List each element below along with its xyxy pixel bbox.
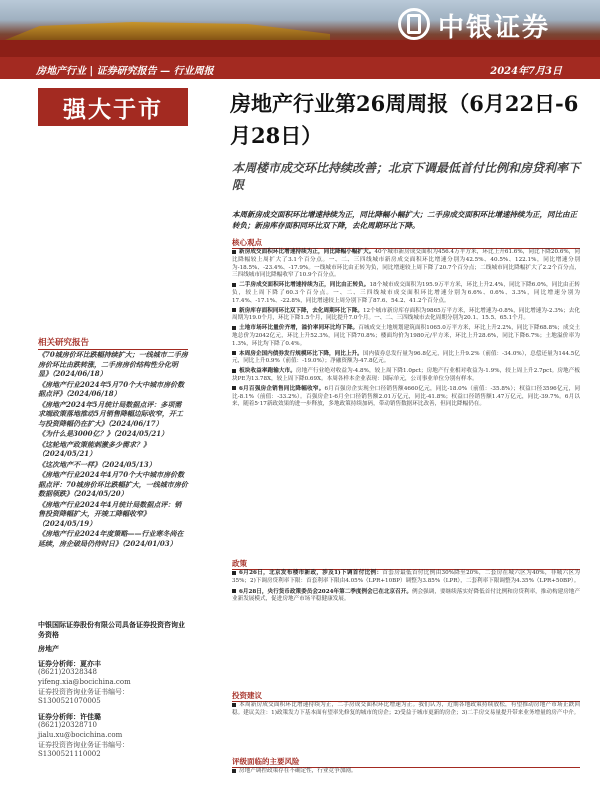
core-views-body (232, 249, 580, 409)
analyst-email[interactable]: yifeng.xia@bocichina.com (38, 677, 131, 686)
company-logo (398, 5, 588, 45)
related-reports-list (38, 350, 188, 549)
risk-heading: 评级面临的主要风险 (232, 756, 580, 768)
analyst-phone: (8621)20328710 (38, 721, 97, 730)
core-point: 土地市场环比量价齐增，溢价率同环比均下降。百城成交土地规划建筑面积1065.0万平方米，环比上升2.2%，同比下降68.8%；成交土地总价为2042亿元，环比上升52.3%，同比下降70.8%；楼面均价为1980元/平方米，环比上升28.6%，同比下降6.7%；土地溢价率为1.3%，环比均下降了0.4%。 (232, 325, 580, 347)
related-report-item[interactable]: 《这轮地产政策能刺激多少需求？》（2024/05/21） (38, 439, 150, 458)
core-point: 6月百强房企销售同比降幅收窄。6月百强房企实现全口径销售额4660亿元，同比-18.0%（前值：-35.8%）；权益口径3596亿元，同比-8.1%（前值：-33.2%）。百强房企1-6月全口径销售额2.01万亿元，同比-41.8%；权益口径销售额1.47万亿元，同比-39.7%。6月以来，随着5·17新政效果的进一步释放，多地政策持续加码，带动销售数据环比改善，但同比降幅仍在。 (232, 385, 580, 408)
analyst-cert: 证券投资咨询业务证书编号：S1300521070005 (38, 687, 129, 706)
related-report-item[interactable]: 《房地产行业2024年5月70个大中城市房价数据点评》（2024/06/18） (38, 379, 185, 398)
bullet-icon (232, 703, 236, 707)
advice-text: 本周新房成交面积环比增速持续为正，二手房成交面积环比增速为正。我们认为，近期各地政策持续放松，有望推动房地产市场止跌回稳。建议关注：1)政策发力下基本面有望率先修复的城市的房企；2)受益于城市更新的房企；3)二手房交易量提升带来业务增量的房产中介。 (232, 702, 580, 716)
related-report-item[interactable]: 《房地产行业2024年度策略——行业寒冬尚在延续，房企破局仍待时日》（2024/01/03） (38, 529, 184, 548)
policy-point: 6月28日，央行货币政策委员会2024年第二季度例会已在北京召开。例会强调，要继续落实好降低首付比例和房贷利率，推动构建房地产业新发展模式，促进房地产市场平稳健康发展。 (232, 588, 580, 603)
core-point: 板块收益率跑输大市。房地产行业绝对收益为-4.8%，较上周下降1.0pct；房地产行业相对收益为-1.9%，较上周上升2.7pct。房地产板块PE为13.78X，较上周下降0.69X。本周各样本企业表现：国际单元，公司事业单位分别有样本。 (232, 368, 580, 382)
related-report-item[interactable]: 《房地产行业2024年4月统计局数据点评：销售投资降幅扩大，开竣工降幅收窄》（2024/05/19） (38, 499, 182, 528)
header-banner-image (0, 0, 600, 57)
bullet-icon (232, 769, 236, 773)
report-title: 房地产行业第26周周报（6月22日-6月28日） (230, 91, 579, 148)
policy-body (232, 570, 580, 604)
related-report-item[interactable]: 《70城房价环比跌幅持续扩大；一线城市二手房房价环比由跌转涨，二手房房价结构性分化明显》（2024/06/18） (38, 350, 188, 378)
analyst-info (38, 620, 188, 760)
analyst-email[interactable]: jialu.xu@bocichina.com (38, 730, 123, 739)
bullet-icon (232, 351, 236, 355)
palace-roof-graphic (0, 22, 330, 42)
related-report-item[interactable]: 《房地产2024年5月统计局数据点评：多项需求端政策落地推动5月销售降幅边际收窄，开工与投资降幅仍在扩大》（2024/06/17） (38, 399, 183, 428)
boc-logo-icon (398, 8, 430, 40)
report-info-bar (0, 57, 600, 79)
related-report-item[interactable]: 《房地产行业2024年4月70个大中城市房价数据点评：70城房价环比跌幅扩大，一线城市房价数据领跌》（2024/05/20） (38, 470, 188, 498)
bullet-icon (232, 571, 236, 575)
logo-text: 中银证券 (438, 13, 551, 43)
core-views-heading: 核心观点 (232, 237, 580, 249)
core-point: 新房库存面积同环比双下降，去化周期环比下降。12个城市新房库存面积为9865万平方米，环比增速为-0.8%，同比增速为-2.3%；去化周期为19.0个月，环比下降1.5个月，同比提升7.0个月。一、二、三四线城市去化周期分别为20.1、15.5、65.1个月。 (232, 307, 580, 322)
policy-point: 6月26日，北京发布楼市新政，涉及1)下调首付比例：首套房最低首付比例由30%降至20%，二套房在城六区为40%，非城六区为35%；2)下调房贷利率下限：首套利率下限由4.05%（LPR+10BP）调整为3.85%（LPR），二套利率下限调整为4.35%（LPR+50BP）。 (232, 570, 580, 584)
core-point: 二手房成交面积环比增速持续为正，同比由正转负。18个城市成交面积为195.9万平方米，环比上升2.4%，同比下降6.0%，同比由正转负，较上周下降了60.3个百分点。一、二、三四线城市成交面积环比增速分别为6.6%、0.6%、3.3%，同比增速分别为17.4%、-17.1%、-22.8%，同比增速较上周分别下降了87.6、54.2、41.2个百分点。 (232, 282, 580, 304)
bullet-icon (232, 326, 236, 330)
related-report-item[interactable]: 《这次地产不一样》（2024/05/13） (38, 459, 156, 469)
report-date: 2024年7月3日 (490, 66, 562, 77)
policy-heading: 政策 (232, 558, 580, 570)
bullet-icon (232, 283, 236, 287)
report-category: 房地产行业 | 证券研究报告 — 行业周报 (36, 66, 214, 77)
analyst-name: 证券分析师：夏亦丰 (38, 658, 101, 668)
industry-label: 房地产 (38, 644, 59, 654)
core-point: 新房成交面积环比增速持续为正，同比降幅小幅扩大。40个城市新房成交面积为456.4万平方米，环比上升61.6%，同比下降20.6%，同比降幅较上周扩大了3.1个百分点。一、二、三四线城市新房成交面积环比增速分别为42.5%、40.5%、122.1%，同比增速分别为-18.5%、-23.4%、-17.9%。一线城市环比由正转为负，同比增速较上周下降了20.7个百分点；二线城市同比降幅扩大了2.2个百分点，三四线城市同比降幅收窄了10.9个百分点。 (232, 249, 580, 279)
related-reports-heading: 相关研究报告 (38, 336, 188, 350)
related-report-item[interactable]: 《为什么是3000亿？》（2024/05/21） (38, 429, 169, 438)
bullet-icon (232, 369, 236, 373)
advice-body (232, 702, 580, 718)
core-point: 本周房企国内债券发行规模环比下降，同比上升。国内债券总发行量为96.8亿元，同比上升9.2%（前值：-34.0%），总偿还量为144.5亿元，同比上升0.9%（前值：-19.0%）；净融资额为-47.8亿元。 (232, 350, 580, 365)
rating-badge: 强大于市 (38, 88, 188, 126)
bullet-icon (232, 589, 236, 593)
analyst-name: 证券分析师：许佳璐 (38, 711, 101, 721)
report-summary: 本周新房成交面积环比增速持续为正，同比降幅小幅扩大；二手房成交面积环比增速持续为正，同比由正转负；新房库存面积同环比双下降，去化周期环比下降。 (232, 210, 577, 230)
advice-heading: 投资建议 (232, 690, 580, 702)
report-subtitle: 本周楼市成交环比持续改善；北京下调最低首付比例和房贷利率下限 (232, 161, 581, 192)
bullet-icon (232, 386, 236, 390)
institution-name: 中银国际证券股份有限公司具备证券投资咨询业务资格 (38, 620, 185, 639)
analyst-phone: (8621)20328348 (38, 668, 97, 677)
bullet-icon (232, 308, 236, 312)
bullet-icon (232, 250, 236, 254)
risk-body (232, 768, 580, 776)
analyst-cert: 证券投资咨询业务证书编号：S1300521110002 (38, 740, 129, 759)
risk-text: 房地产调控政策存在不确定性，行业竞争加剧。 (232, 768, 580, 776)
